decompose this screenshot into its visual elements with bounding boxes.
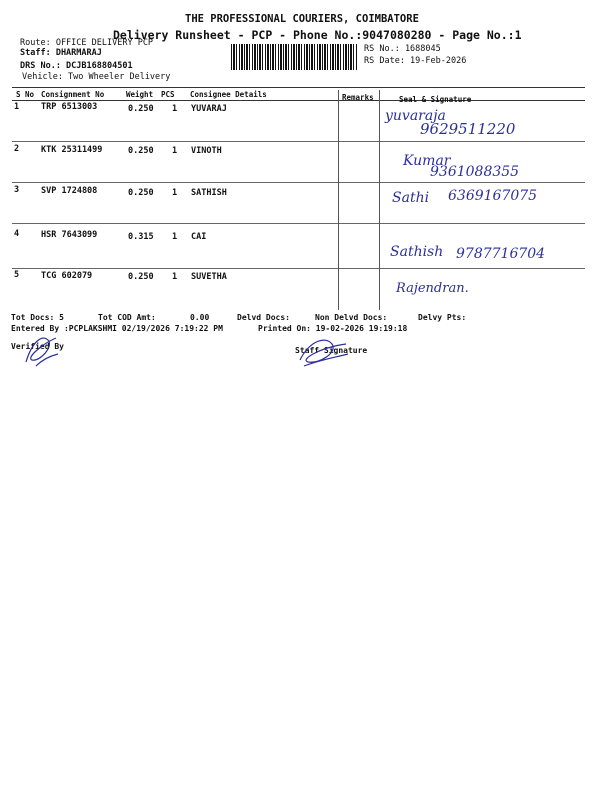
col-consignee: Consignee Details — [190, 90, 267, 99]
row-weight: 0.250 — [128, 272, 154, 282]
printed-on: Printed On: 19-02-2026 19:19:18 — [258, 324, 408, 333]
row-divider — [12, 182, 585, 183]
col-remarks: Remarks — [342, 93, 374, 102]
handwritten-signature: Sathish — [390, 244, 444, 260]
handwritten-signature: yuvaraja — [385, 108, 446, 124]
cod-value: 0.00 — [190, 313, 210, 322]
delvy-pts: Delvy Pts: — [418, 313, 467, 322]
row-pcs: 1 — [172, 188, 178, 198]
col-sno: S No — [16, 90, 35, 99]
verified-by: Verified By — [11, 342, 64, 351]
row-consignee: SATHISH — [191, 188, 227, 198]
company-title: THE PROFESSIONAL COURIERS, COIMBATORE — [185, 13, 419, 25]
row-divider — [12, 223, 585, 224]
staff-signature-label: Staff Signature — [295, 346, 368, 355]
staff-label: Staff: DHARMARAJ — [20, 48, 102, 58]
rs-no: RS No.: 1688045 — [364, 44, 441, 54]
column-divider — [379, 90, 380, 310]
row-pcs: 1 — [172, 272, 178, 282]
staff-signature-scribble — [296, 334, 352, 370]
barcode — [231, 44, 357, 70]
row-consignment: HSR 7643099 — [41, 230, 98, 240]
vehicle-label: Vehicle: Two Wheeler Delivery — [22, 72, 171, 82]
col-pcs: PCS — [161, 90, 175, 99]
tot-cod-amt: Tot COD Amt: — [98, 313, 156, 322]
handwritten-signature: Kumar — [403, 153, 451, 169]
row-sno: 5 — [14, 270, 20, 280]
col-seal-signature: Seal & Signature — [399, 95, 472, 104]
col-weight: Weight — [126, 90, 154, 99]
row-consignment: SVP 1724808 — [41, 186, 98, 196]
row-consignee: CAI — [191, 232, 207, 242]
delvd-docs: Delvd Docs: — [237, 313, 290, 322]
col-consignment: Consignment No — [41, 90, 105, 99]
row-divider — [12, 268, 585, 269]
handwritten-signature: Sathi — [392, 190, 430, 206]
row-pcs: 1 — [172, 104, 178, 114]
handwritten-signature: Rajendran. — [396, 281, 469, 296]
row-sno: 3 — [14, 185, 20, 195]
row-consignment: TRP 6513003 — [41, 102, 98, 112]
row-consignee: VINOTH — [191, 146, 222, 156]
row-sno: 4 — [14, 229, 20, 239]
rs-date: RS Date: 19-Feb-2026 — [364, 56, 467, 66]
row-consignment: TCG 602079 — [41, 271, 93, 281]
route-label: Route: OFFICE DELIVERY PCP — [20, 38, 154, 48]
entered-by: Entered By :PCPLAKSHMI 02/19/2026 7:19:22 PM — [11, 324, 223, 333]
row-consignee: SUVETHA — [191, 272, 227, 282]
verifier-signature-scribble — [22, 332, 62, 370]
row-pcs: 1 — [172, 232, 178, 242]
tot-docs: Tot Docs: 5 — [11, 313, 64, 322]
table-header-rule — [12, 100, 585, 101]
row-weight: 0.250 — [128, 104, 154, 114]
handwritten-phone: 9787716704 — [456, 246, 546, 262]
handwritten-phone: 9629511220 — [420, 120, 516, 138]
row-consignee: YUVARAJ — [191, 104, 227, 114]
non-delvd-docs: Non Delvd Docs: — [315, 313, 388, 322]
row-weight: 0.250 — [128, 188, 154, 198]
row-weight: 0.250 — [128, 146, 154, 156]
handwritten-phone: 6369167075 — [448, 188, 538, 204]
row-divider — [12, 141, 585, 142]
row-sno: 2 — [14, 144, 20, 154]
row-weight: 0.315 — [128, 232, 154, 242]
handwritten-phone: 9361088355 — [430, 164, 520, 180]
row-pcs: 1 — [172, 146, 178, 156]
drs-label: DRS No.: DCJB168804501 — [20, 61, 133, 71]
runsheet-title: Delivery Runsheet - PCP - Phone No.:9047080280 - Page No.:1 — [113, 28, 522, 42]
row-consignment: KTK 25311499 — [41, 145, 103, 155]
row-sno: 1 — [14, 102, 20, 112]
table-top-rule — [12, 87, 585, 88]
column-divider — [338, 90, 339, 310]
